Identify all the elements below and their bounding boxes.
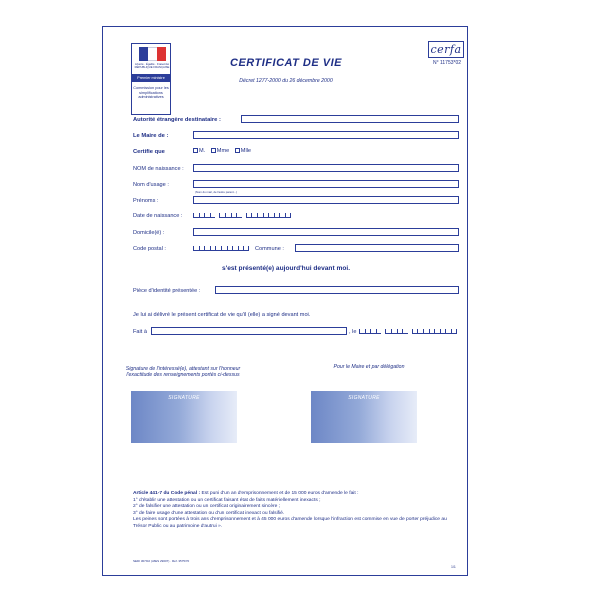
delivre-statement: Je lui ai délivré le présent certificat de vie qu'il (elle) a signé devant moi.	[133, 312, 311, 318]
domicile-input[interactable]	[193, 228, 459, 236]
autorite-input[interactable]	[241, 115, 459, 123]
option-mme[interactable]	[211, 148, 229, 154]
nom-naissance-input[interactable]	[193, 164, 459, 172]
article-intro: Est puni d'un an d'emprisonnement et de 15 000 euros d'amende le fait :	[200, 491, 359, 496]
commune-input[interactable]	[295, 244, 459, 252]
penal-code-article	[133, 491, 459, 531]
checkbox-mme[interactable]	[211, 148, 216, 153]
nom-usage-label: Nom d'usage :	[133, 182, 169, 188]
checkbox-m[interactable]	[193, 148, 198, 153]
maire-caption: Pour le Maire et par délégation	[333, 364, 405, 370]
code-postal-label: Code postal :	[133, 246, 166, 252]
signature-interesse-label: SIGNATURE	[168, 395, 200, 401]
option-mme-label: Mme	[216, 148, 230, 154]
article-item-1: 1° d'établir une attestation ou un certificat faisant état de faits matériellement inexacts ;	[133, 497, 321, 503]
date-signature-input[interactable]	[359, 329, 457, 334]
republic-motto: Liberté · Égalité · Fraternité RÉPUBLIQUE FRANÇAISE	[134, 62, 170, 69]
certifie-label: Certifie que	[133, 149, 165, 155]
nom-usage-input[interactable]	[193, 180, 459, 188]
option-mlle[interactable]	[235, 148, 251, 154]
commission-label: Commission pour les simplifications administratives	[133, 86, 169, 100]
option-m-label: M.	[199, 148, 206, 154]
form-page	[102, 26, 468, 576]
signature-interesse-box[interactable]	[131, 391, 237, 443]
interesse-caption: Signature de l'intéressé(e), attestant sur l'honneur l'exactitude des renseignements portés ci-dessus	[125, 366, 241, 378]
date-naissance-input[interactable]	[193, 213, 291, 218]
article-head: Article 441-7 du Code pénal :	[133, 491, 201, 496]
presente-statement: s'est présenté(e) aujourd'hui devant moi.	[221, 265, 351, 272]
article-item-3: 3° de faire usage d'une attestation ou d'un certificat inexact ou falsifié.	[133, 510, 285, 516]
maire-label: Le Maire de :	[133, 133, 169, 139]
article-penalty: Les peines sont portées à trois ans d'emprisonnement et à 45 000 euros d'amende lorsque l'infraction est commise en vue de porter préjudice au Trésor Public ou au patrimoine d'autrui ».	[133, 517, 447, 529]
nom-usage-hint: (Nom du mari, de l'autre parent...)	[195, 190, 237, 194]
article-item-2: 2° de falsifier une attestation ou un certificat originairement sincère ;	[133, 504, 281, 510]
date-naissance-label: Date de naissance :	[133, 213, 183, 219]
checkbox-mlle[interactable]	[235, 148, 240, 153]
signature-maire-box[interactable]	[311, 391, 417, 443]
footer-reference: SEDI 307/02 (JZES 29007) · Réf. 3575/70	[133, 559, 190, 563]
nom-naissance-label: NOM de naissance :	[133, 166, 184, 172]
cerfa-logo-text: cerfa	[430, 43, 462, 56]
piece-identite-label: Pièce d'identité présentée :	[133, 288, 201, 294]
code-postal-input[interactable]	[193, 246, 249, 251]
option-mlle-label: Mlle	[240, 148, 252, 154]
domicile-label: Domicile(é) :	[133, 230, 165, 236]
cerfa-logo	[428, 41, 464, 58]
le-label: , le	[349, 329, 357, 335]
piece-identite-input[interactable]	[215, 286, 459, 294]
decree-reference: Décret 1277-2000 du 26 décembre 2000	[239, 78, 333, 84]
page-title: CERTIFICAT DE VIE	[230, 57, 342, 69]
option-m[interactable]	[193, 148, 205, 154]
premier-ministre-label: Premier ministre	[132, 74, 170, 82]
civility-options	[193, 148, 255, 154]
autorite-label: Autorité étrangère destinataire :	[133, 117, 221, 123]
commune-label: Commune :	[255, 246, 284, 252]
signature-maire-label: SIGNATURE	[348, 395, 380, 401]
fait-a-label: Fait à	[133, 329, 147, 335]
page-number: 1/1	[451, 565, 456, 569]
cerfa-number: N° 11753*02	[432, 60, 462, 66]
fait-a-input[interactable]	[151, 327, 347, 335]
maire-input[interactable]	[193, 131, 459, 139]
prenoms-input[interactable]	[193, 196, 459, 204]
prenoms-label: Prénoms :	[133, 198, 159, 204]
